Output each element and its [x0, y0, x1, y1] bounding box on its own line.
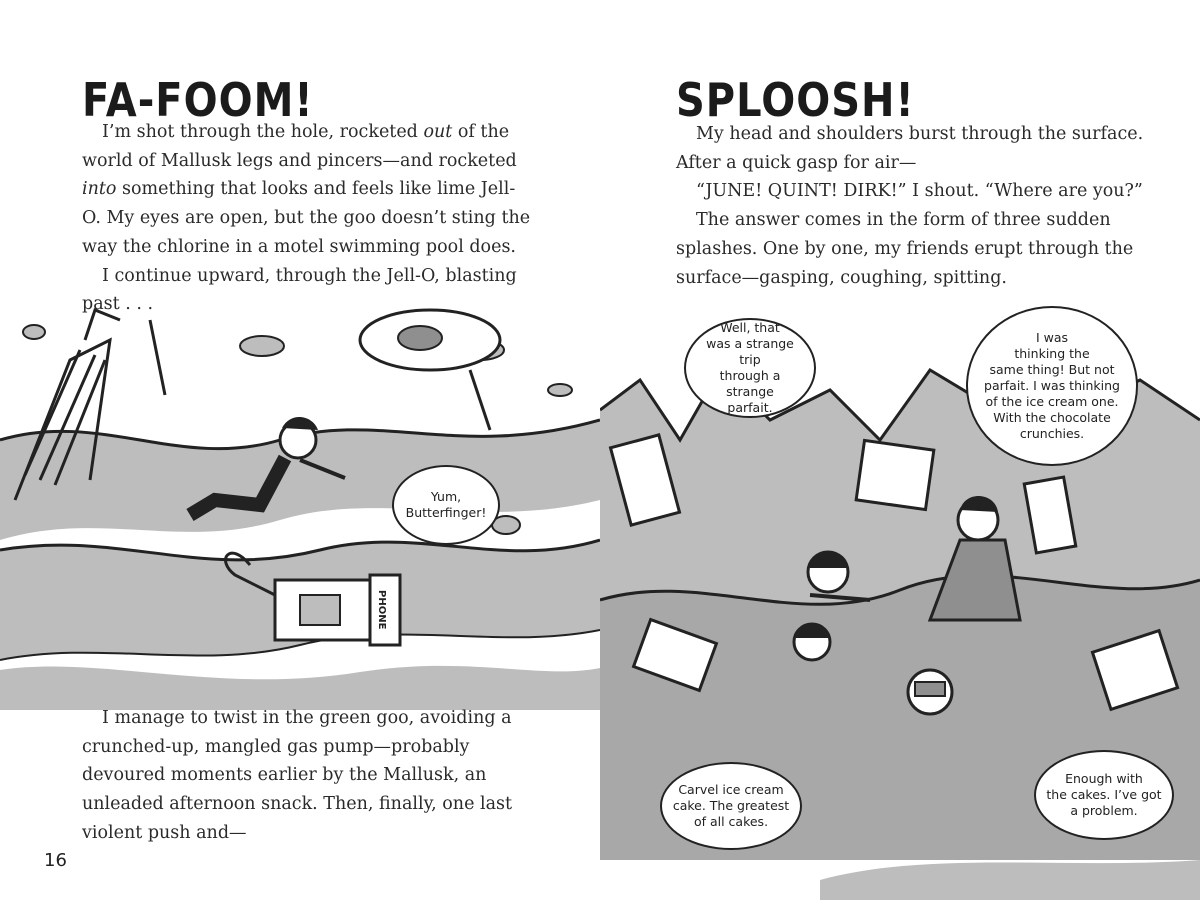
- jack-helmet-figure: [908, 670, 952, 714]
- phone-label: PHONE: [376, 590, 387, 630]
- speech-bubble-strange-trip: Well, that was a strange trip through a strange parfait.: [684, 318, 816, 418]
- left-paragraph-3: I manage to twist in the green goo, avoiding a crunched-up, mangled gas pump—probably devoured moments earlier by the Mallusk, an unleaded afternoon snack. Then, finally, one last violent push and—: [82, 708, 513, 843]
- right-paragraph-2: “JUNE! QUINT! DIRK!” I shout. “Where are you?”: [696, 181, 1143, 202]
- left-paragraph-2: I continue upward, through the Jell-O, blasting past . . .: [82, 265, 517, 315]
- page-number: 16: [44, 850, 67, 871]
- left-top-text: [82, 118, 532, 319]
- right-paragraph-3: The answer comes in the form of three sudden splashes. One by one, my friends erupt through the surface—gasping, coughing, spitting.: [676, 210, 1134, 288]
- speech-bubble-carvel: Carvel ice cream cake. The greatest of all cakes.: [660, 762, 802, 850]
- right-top-text: [676, 120, 1146, 292]
- left-bottom-text: [82, 704, 522, 848]
- sfx-fa-foom: FA-FOOM!: [82, 74, 314, 128]
- speech-bubble-yum: Yum, Butterfinger!: [392, 465, 500, 545]
- goo-illustration-left: [0, 300, 600, 710]
- left-paragraph-1: I’m shot through the hole, rocketed out of the world of Mallusk legs and pincers—and rocketed into something that looks and feels like lime Jell-O. My eyes are open, but the goo doesn’t sting the way the chlorine in a motel swimming pool does.: [82, 122, 531, 257]
- sfx-sploosh: SPLOOSH!: [676, 74, 915, 128]
- right-paragraph-1: My head and shoulders burst through the surface. After a quick gasp for air—: [676, 124, 1144, 173]
- speech-bubble-same-thing: I was thinking the same thing! But not parfait. I was thinking of the ice cream one. With the chocolate crunchies.: [966, 306, 1138, 466]
- speech-bubble-enough: Enough with the cakes. I’ve got a problem.: [1034, 750, 1174, 840]
- right-page: [600, 0, 1200, 900]
- june-figure: [794, 623, 830, 660]
